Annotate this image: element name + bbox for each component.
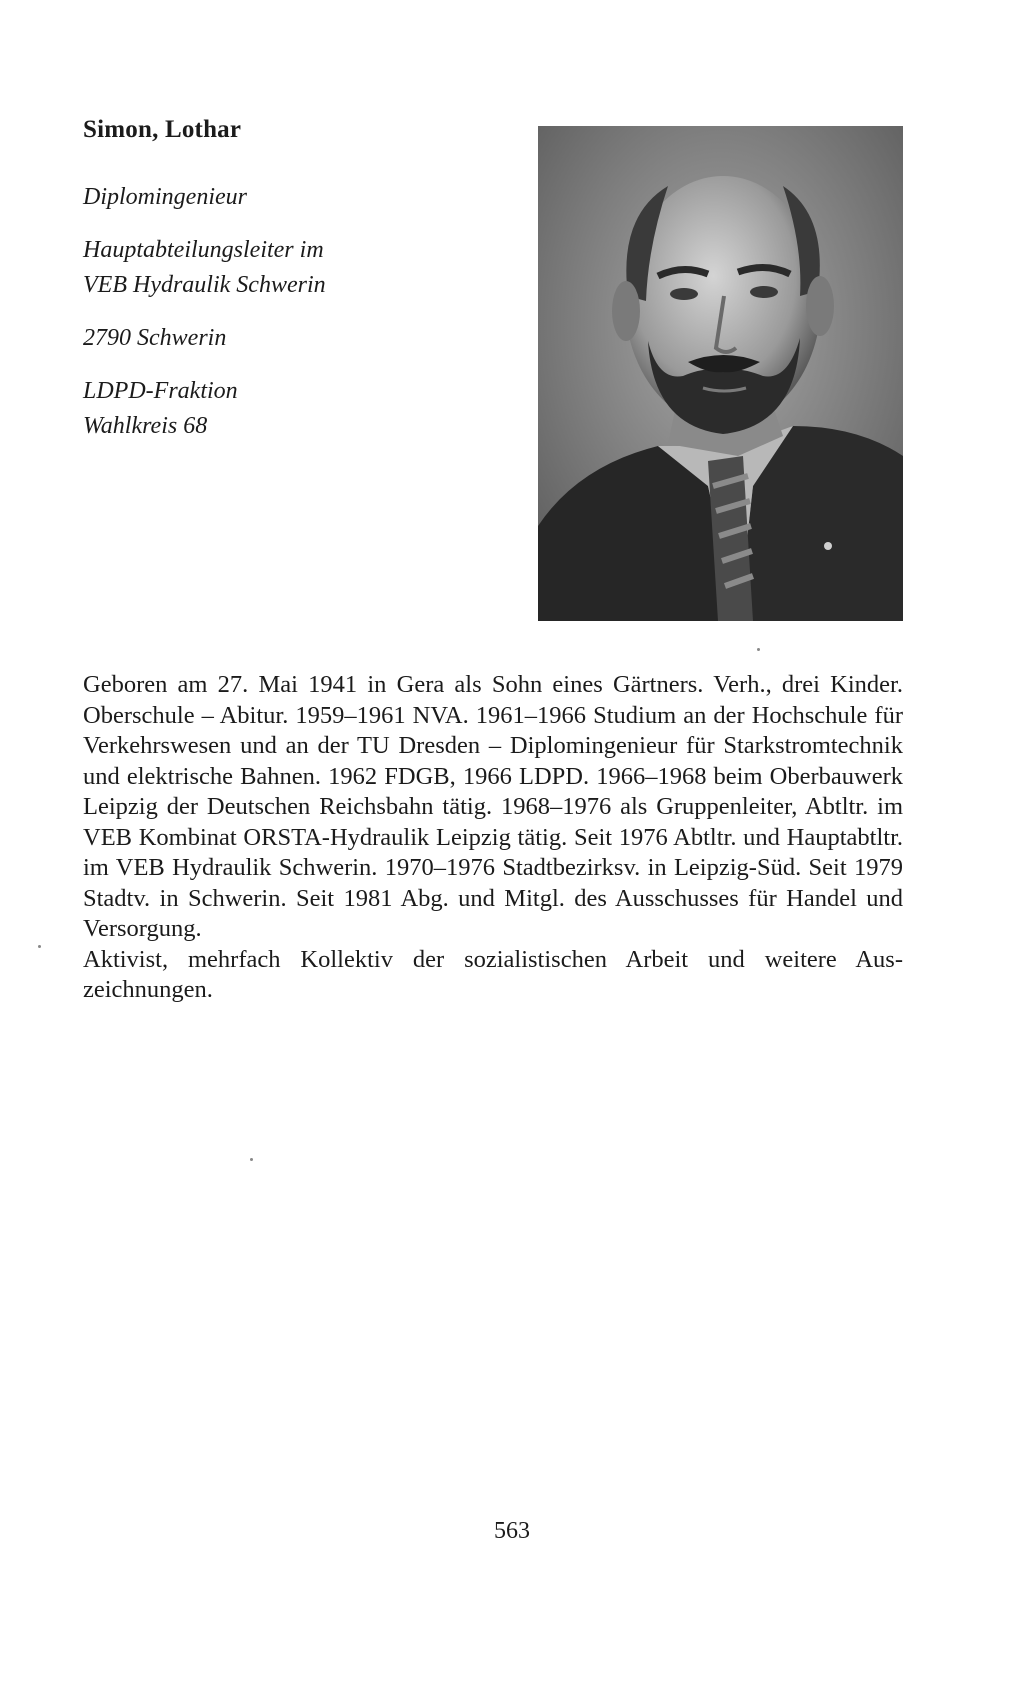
print-speck — [38, 945, 41, 948]
parliament-group — [83, 374, 513, 444]
position-line-2: VEB Hydraulik Schwerin — [83, 272, 326, 298]
address-group — [83, 321, 513, 356]
academic-title: Diplomingenieur — [83, 184, 247, 210]
biography-paragraph-2: Aktivist, mehrfach Kollektiv der sozialistischen Arbeit und weitere Auszeichnungen. — [83, 945, 903, 1003]
address: 2790 Schwerin — [83, 325, 227, 351]
academic-title-group — [83, 180, 513, 215]
biography — [83, 670, 903, 1006]
portrait-photo — [538, 126, 903, 621]
position-group — [83, 233, 513, 303]
constituency: Wahlkreis 68 — [83, 413, 208, 439]
person-details — [83, 180, 513, 462]
biography-paragraph-1: Geboren am 27. Mai 1941 in Gera als Sohn eines Gärtners. Verh., drei Kinder. Oberschule – Abitur. 1959–1961 NVA. 1961–1966 Studium an der Hochschule für Verkehrswesen und an der TU Dresden – Diplomingenieur für Starkstromtechnik und elektrische Bahnen. 1962 FDGB, 1966 LDPD. 1966–1968 beim Oberbauwerk Leipzig der Deutschen Reichsbahn tätig. 1968–1976 als Gruppenleiter, Abtltr. im VEB Kombinat ORSTA-Hydraulik Leipzig tätig. Seit 1976 Abtltr. und Hauptabtltr. im VEB Hydraulik Schwerin. 1970–1976 Stadtbezirksv. in Leipzig-Süd. Seit 1979 Stadtv. in Schwerin. Seit 1981 Abg. und Mitgl. des Ausschusses für Handel und Versorgung. — [83, 671, 903, 942]
print-speck — [250, 1158, 253, 1161]
fraction: LDPD-Fraktion — [83, 378, 238, 404]
print-speck — [757, 648, 760, 651]
person-name: Simon, Lothar — [83, 116, 242, 143]
position-line-1: Hauptabteilungsleiter im — [83, 237, 324, 263]
page-number: 563 — [494, 1518, 530, 1544]
